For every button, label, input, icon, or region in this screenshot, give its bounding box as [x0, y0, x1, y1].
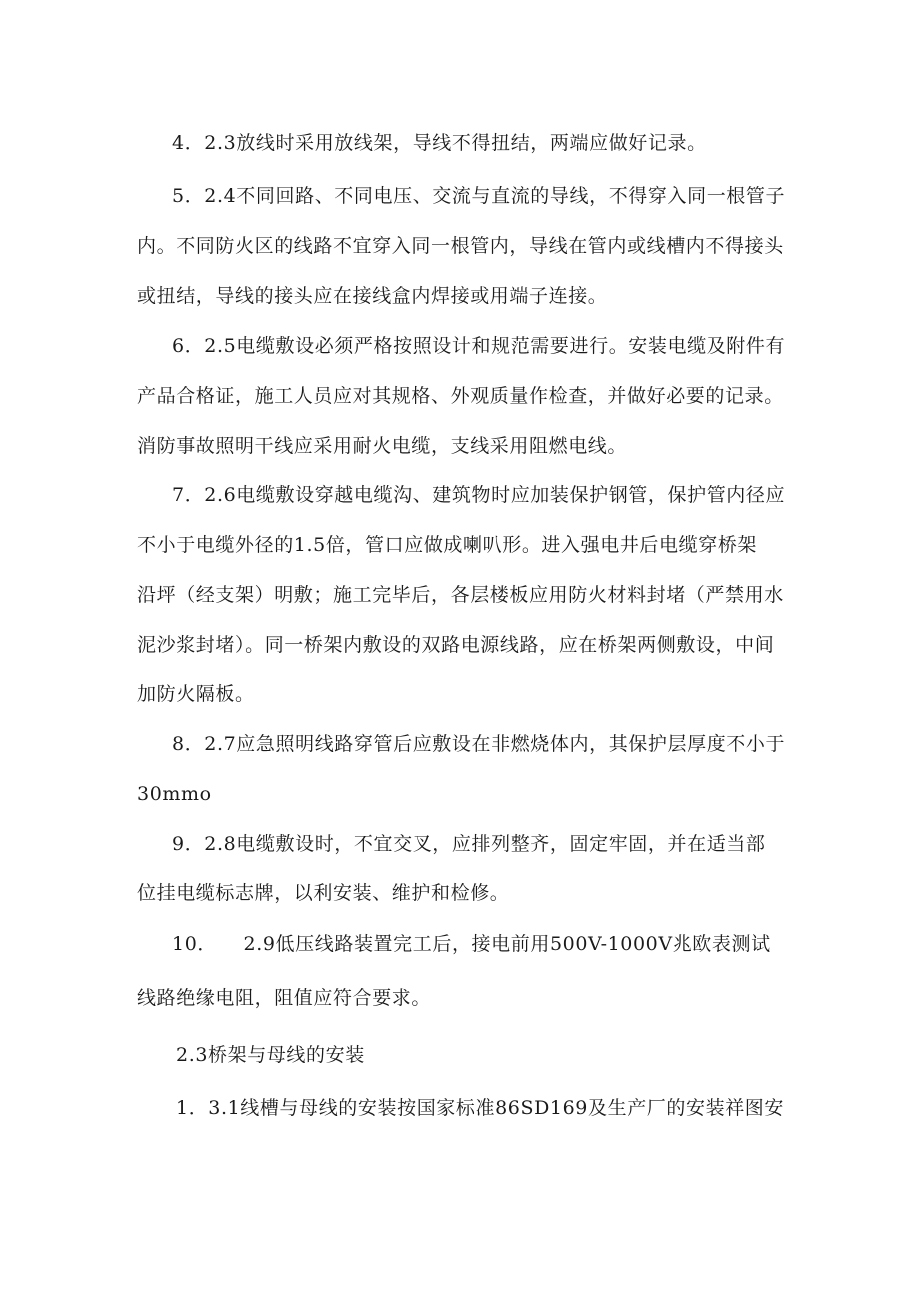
text-line: 线路绝缘电阻，阻值应符合要求。 [137, 987, 432, 1009]
text-line: 8．2.7应急照明线路穿管后应敷设在非燃烧体内，其保护层厚度不小于 [172, 733, 786, 755]
text-line: 10． 2.9低压线路装置完工后，接电前用500V-1000V兆欧表测试 [172, 933, 771, 955]
text-line: 或扭结，导线的接头应在接线盒内焊接或用端子连接。 [137, 285, 608, 307]
section-heading: 2.3桥架与母线的安装 [176, 1044, 365, 1066]
text-line: 不小于电缆外径的1.5倍，管口应做成喇叭形。进入强电井后电缆穿桥架 [137, 534, 758, 556]
text-line: 内。不同防火区的线路不宜穿入同一根管内，导线在管内或线槽内不得接头 [137, 235, 784, 257]
text-line: 1．3.1线槽与母线的安装按国家标准86SD169及生产厂的安装祥图安 [176, 1097, 784, 1119]
text-line: 30mmo [137, 783, 212, 805]
text-line: 加防火隔板。 [137, 683, 255, 705]
text-line: 9．2.8电缆敷设时，不宜交叉，应排列整齐，固定牢固，并在适当部 [172, 833, 766, 855]
text-line: 5．2.4不同回路、不同电压、交流与直流的导线，不得穿入同一根管子 [172, 185, 786, 207]
text-line: 产品合格证，施工人员应对其规格、外观质量作检查，并做好必要的记录。 [137, 385, 784, 407]
text-line: 6．2.5电缆敷设必须严格按照设计和规范需要进行。安装电缆及附件有 [172, 335, 786, 357]
text-line: 7．2.6电缆敷设穿越电缆沟、建筑物时应加装保护钢管，保护管内径应 [172, 484, 786, 506]
text-line: 消防事故照明干线应采用耐火电缆，支线采用阻燃电线。 [137, 435, 628, 457]
text-line: 4．2.3放线时采用放线架，导线不得扭结，两端应做好记录。 [172, 132, 707, 154]
text-line: 泥沙浆封堵）。同一桥架内敷设的双路电源线路，应在桥架两侧敷设，中间 [137, 634, 775, 656]
text-line: 位挂电缆标志牌，以利安装、维护和检修。 [137, 882, 510, 904]
text-line: 沿坪（经支架）明敷；施工完毕后，各层楼板应用防火材料封堵（严禁用水 [137, 584, 784, 606]
